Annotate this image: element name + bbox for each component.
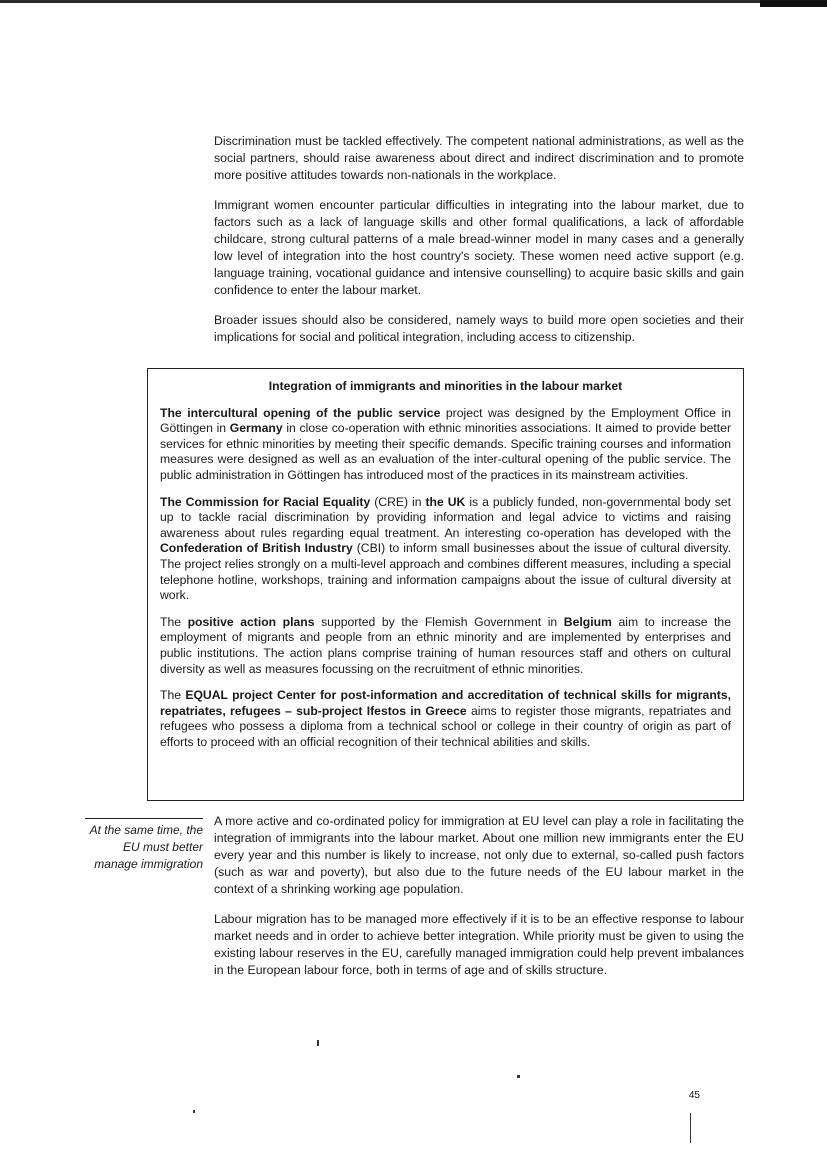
margin-note: At the same time, the EU must better manage immigration [85,818,203,873]
top-rule [0,0,827,3]
intro-paragraph-broader-issues: Broader issues should also be considered, namely ways to build more open societies and their implications for social and political integration, including access to citizenship. [214,313,744,344]
top-rule-thick [760,0,827,7]
box-paragraph-belgium: The positive action plans supported by the Flemish Government in Belgium aim to increase the employment of migrants and people from an ethnic minority and are implemented by enterprises and public institutions. The action plans comprise training of human resources staff and others on cultural diversity as well as measures focussing on the recruitment of ethnic minorities. [160,614,731,676]
intro-paragraph-immigrant-women: Immigrant women encounter particular difficulties in integrating into the labour market, due to factors such as a lack of language skills and other formal qualifications, a lack of affordable childcare, strong cultural patterns of a male bread-winner model in many cases and a generally low level of integration into the host country's society. These women need active support (e.g. language training, vocational guidance and intensive counselling) to acquire basic skills and gain confidence to enter the labour market. [214,198,744,297]
box-paragraph-greece: The EQUAL project Center for post-information and accreditation of technical skills for migrants, repatriates, refugees – sub-project Ifestos in Greece aims to register those migrants, repatriates and refugees who possess a diploma from a technical school or college in their country of origin as part of efforts to proceed with an official recognition of their technical abilities and skills. [160,688,731,749]
page-number: 45 [688,1090,700,1101]
page-tick [690,1113,691,1143]
scan-speck [517,1075,520,1078]
intro-section [214,133,744,359]
scan-speck [193,1110,195,1113]
paragraph-eu-policy: A more active and co-ordinated policy for immigration at EU level can play a role in facilitating the integration of immigrants into the labour market. About one million new immigrants enter the EU every year and this number is likely to increase, not only due to external, so-called push factors (such as war and poverty), but also due to the future needs of the EU labour market in the context of a shrinking working age population. [214,814,744,896]
box-paragraph-germany: The intercultural opening of the public service project was designed by the Employment Office in Göttingen in Germany in close co-operation with ethnic minorities associations. It aimed to provide better services for ethnic minorities by meeting their specific demands. Specific training courses and information measures were designed as well as an evaluation of the inter-cultural opening of the public service. The public administration in Göttingen has introduced most of the practices in its mainstream activities. [160,405,732,482]
intro-paragraph-discrimination: Discrimination must be tackled effectively. The competent national administrations, as well as the social partners, should raise awareness about direct and indirect discrimination and to promote more positive attitudes towards non-nationals in the workplace. [214,134,744,182]
box-paragraph-uk: The Commission for Racial Equality (CRE) in the UK is a publicly funded, non-governmental body set up to tackle racial discrimination by providing information and legal advice to victims and raising awareness about rules regarding equal treatment. An interesting co-operation has developed with the Confederation of British Industry (CBI) to inform small businesses about the issue of cultural diversity. The project relies strongly on a multi-level approach and combines different measures, including a special telephone hotline, workshops, training and information campaigns about the issue of cultural diversity at work. [160,494,731,603]
case-study-box [147,368,744,801]
paragraph-labour-migration: Labour migration has to be managed more effectively if it is to be an effective response to labour market needs and in order to achieve better integration. While priority must be given to using the existing labour reserves in the EU, carefully managed immigration could help prevent imbalances in the European labour force, both in terms of age and of skills structure. [214,912,744,977]
box-title: Integration of immigrants and minorities in the labour market [268,379,623,393]
after-section [214,813,744,992]
scan-speck [317,1040,319,1046]
